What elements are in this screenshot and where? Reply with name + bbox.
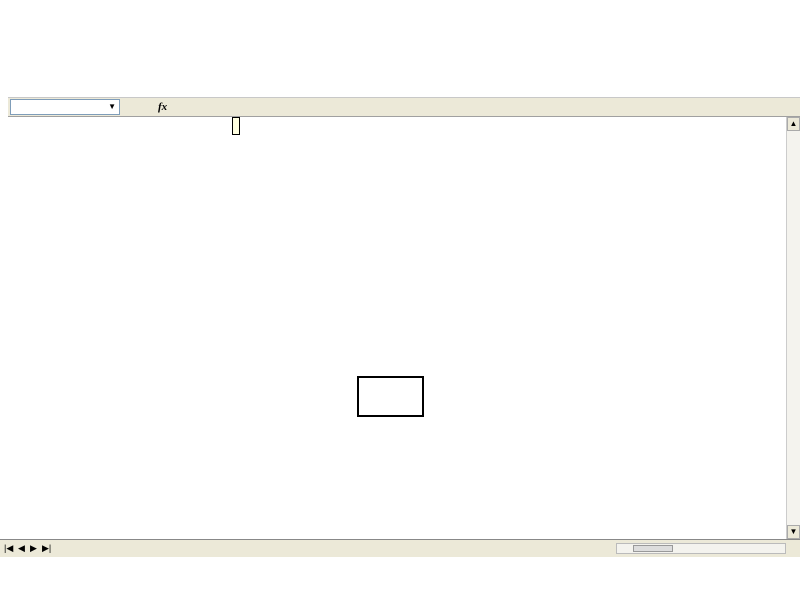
first-sheet-icon[interactable]: |◀: [4, 543, 14, 553]
next-sheet-icon[interactable]: ▶: [30, 543, 37, 553]
prev-sheet-icon[interactable]: ◀: [18, 543, 25, 553]
scroll-down-icon[interactable]: ▼: [787, 525, 800, 539]
formula-bar: [8, 97, 800, 117]
spreadsheet-grid[interactable]: [8, 117, 800, 539]
sheet-tab-bar: [0, 539, 800, 557]
name-box[interactable]: [10, 99, 120, 115]
grid-lines: [8, 117, 800, 539]
scroll-up-icon[interactable]: ▲: [787, 117, 800, 131]
fx-icon[interactable]: fx: [158, 101, 168, 113]
formula-bar-tooltip: [232, 117, 240, 135]
horizontal-scroll-thumb[interactable]: [633, 545, 673, 552]
selected-cell-d18[interactable]: [357, 376, 424, 417]
vertical-scrollbar[interactable]: [786, 117, 800, 539]
horizontal-scrollbar[interactable]: [616, 543, 786, 554]
last-sheet-icon[interactable]: ▶|: [42, 543, 52, 553]
name-box-dropdown-icon[interactable]: ▼: [108, 102, 116, 111]
